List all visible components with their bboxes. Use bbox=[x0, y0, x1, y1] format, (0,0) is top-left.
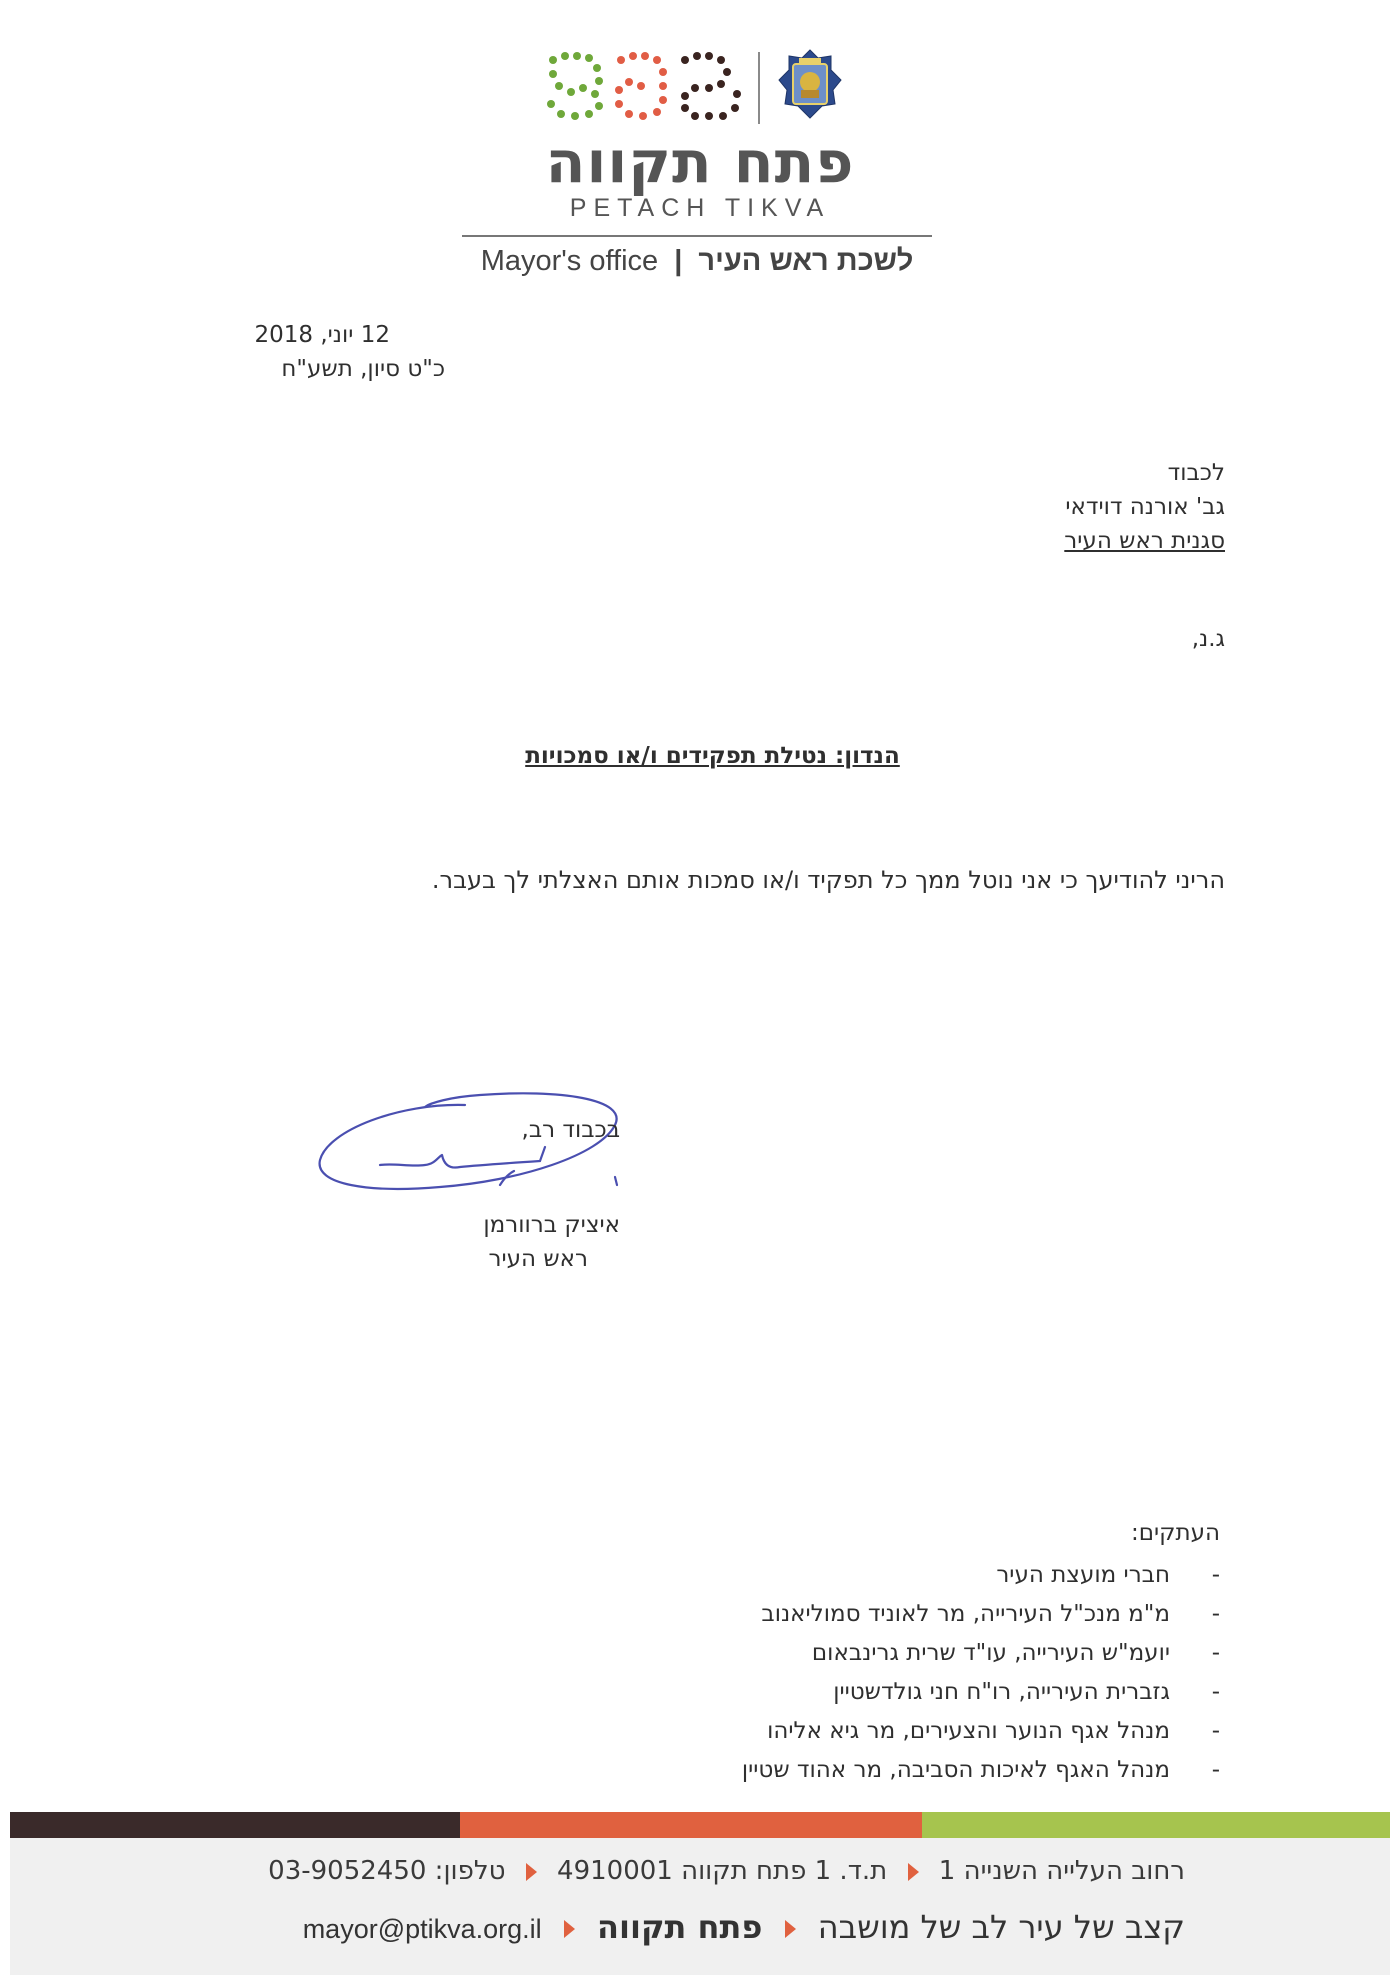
recipient-title: סגנית ראש העיר bbox=[1064, 528, 1225, 554]
office-hebrew: לשכת ראש העיר bbox=[698, 245, 914, 277]
date-gregorian: 12 יוני, 2018 bbox=[254, 322, 390, 348]
footer-po-box: ת.ד. 1 פתח תקווה 4910001 bbox=[557, 1856, 888, 1886]
city-emblem-icon bbox=[777, 48, 843, 124]
footer-city: פתח תקווה bbox=[597, 1908, 763, 1946]
handwritten-signature bbox=[310, 1085, 640, 1205]
signer-title: ראש העיר bbox=[488, 1246, 588, 1272]
city-name-hebrew: פתח תקווה bbox=[545, 128, 855, 196]
recipient-name: גב' אורנה דוידאי bbox=[1065, 494, 1225, 520]
copies-list bbox=[742, 1556, 1220, 1790]
city-name-english: PETACH TIKVA bbox=[569, 194, 831, 222]
signer-name: איציק ברוורמן bbox=[483, 1212, 620, 1238]
stripe-dark bbox=[10, 1812, 460, 1838]
logo-divider bbox=[758, 52, 760, 124]
footer-slogan: קצב של עיר לב של מושבה bbox=[817, 1908, 1185, 1946]
list-item: - מנהל אגף הנוער והצעירים, מר גיא אליהו bbox=[767, 1718, 1220, 1744]
footer-email-link[interactable]: mayor@ptikva.org.il bbox=[302, 1914, 542, 1944]
date-hebrew: כ"ט סיון, תשע"ח bbox=[281, 356, 445, 382]
list-item: - גזברית העירייה, רו"ח חני גולדשטיין bbox=[833, 1679, 1220, 1705]
list-item: - מנהל האגף לאיכות הסביבה, מר אהוד שטיין bbox=[741, 1757, 1220, 1783]
letter-subject: הנדון: נטילת תפקידים ו/או סמכויות bbox=[525, 743, 900, 769]
copies-title: העתקים: bbox=[1130, 1520, 1220, 1546]
triangle-bullet-icon bbox=[564, 1920, 575, 1938]
header-rule bbox=[462, 235, 932, 237]
footer-slogan-line bbox=[303, 1908, 1185, 1946]
footer-address: רחוב העלייה השנייה 1 bbox=[938, 1856, 1185, 1886]
footer-color-stripes bbox=[10, 1812, 1390, 1838]
stripe-orange bbox=[460, 1812, 922, 1838]
list-item: - מ"מ מנכ"ל העירייה, מר לאוניד סמוליאנוב bbox=[761, 1601, 1220, 1627]
office-line bbox=[462, 245, 932, 278]
triangle-bullet-icon bbox=[908, 1863, 919, 1881]
recipient-salutation: לכבוד bbox=[1167, 460, 1225, 486]
triangle-bullet-icon bbox=[785, 1920, 796, 1938]
closing-text: בכבוד רב, bbox=[521, 1117, 620, 1143]
list-item: - חברי מועצת העיר bbox=[996, 1562, 1220, 1588]
office-english: Mayor's office bbox=[480, 245, 659, 277]
dotted-city-logo-icon bbox=[545, 48, 750, 126]
office-separator: | bbox=[674, 245, 683, 277]
footer-phone: טלפון: 03-9052450 bbox=[268, 1856, 506, 1886]
list-item: - יועמ"ש העירייה, עו"ד שרית גרינבאום bbox=[811, 1640, 1220, 1666]
letterhead-logo-row bbox=[545, 48, 855, 128]
triangle-bullet-icon bbox=[526, 1863, 537, 1881]
letter-body: הריני להודיעך כי אני נוטל ממך כל תפקיד ו/או סמכות אותם האצלתי לך בעבר. bbox=[431, 866, 1225, 894]
stripe-green bbox=[922, 1812, 1390, 1838]
footer-contact-line bbox=[268, 1856, 1185, 1886]
greeting: ג.נ, bbox=[1191, 626, 1225, 652]
